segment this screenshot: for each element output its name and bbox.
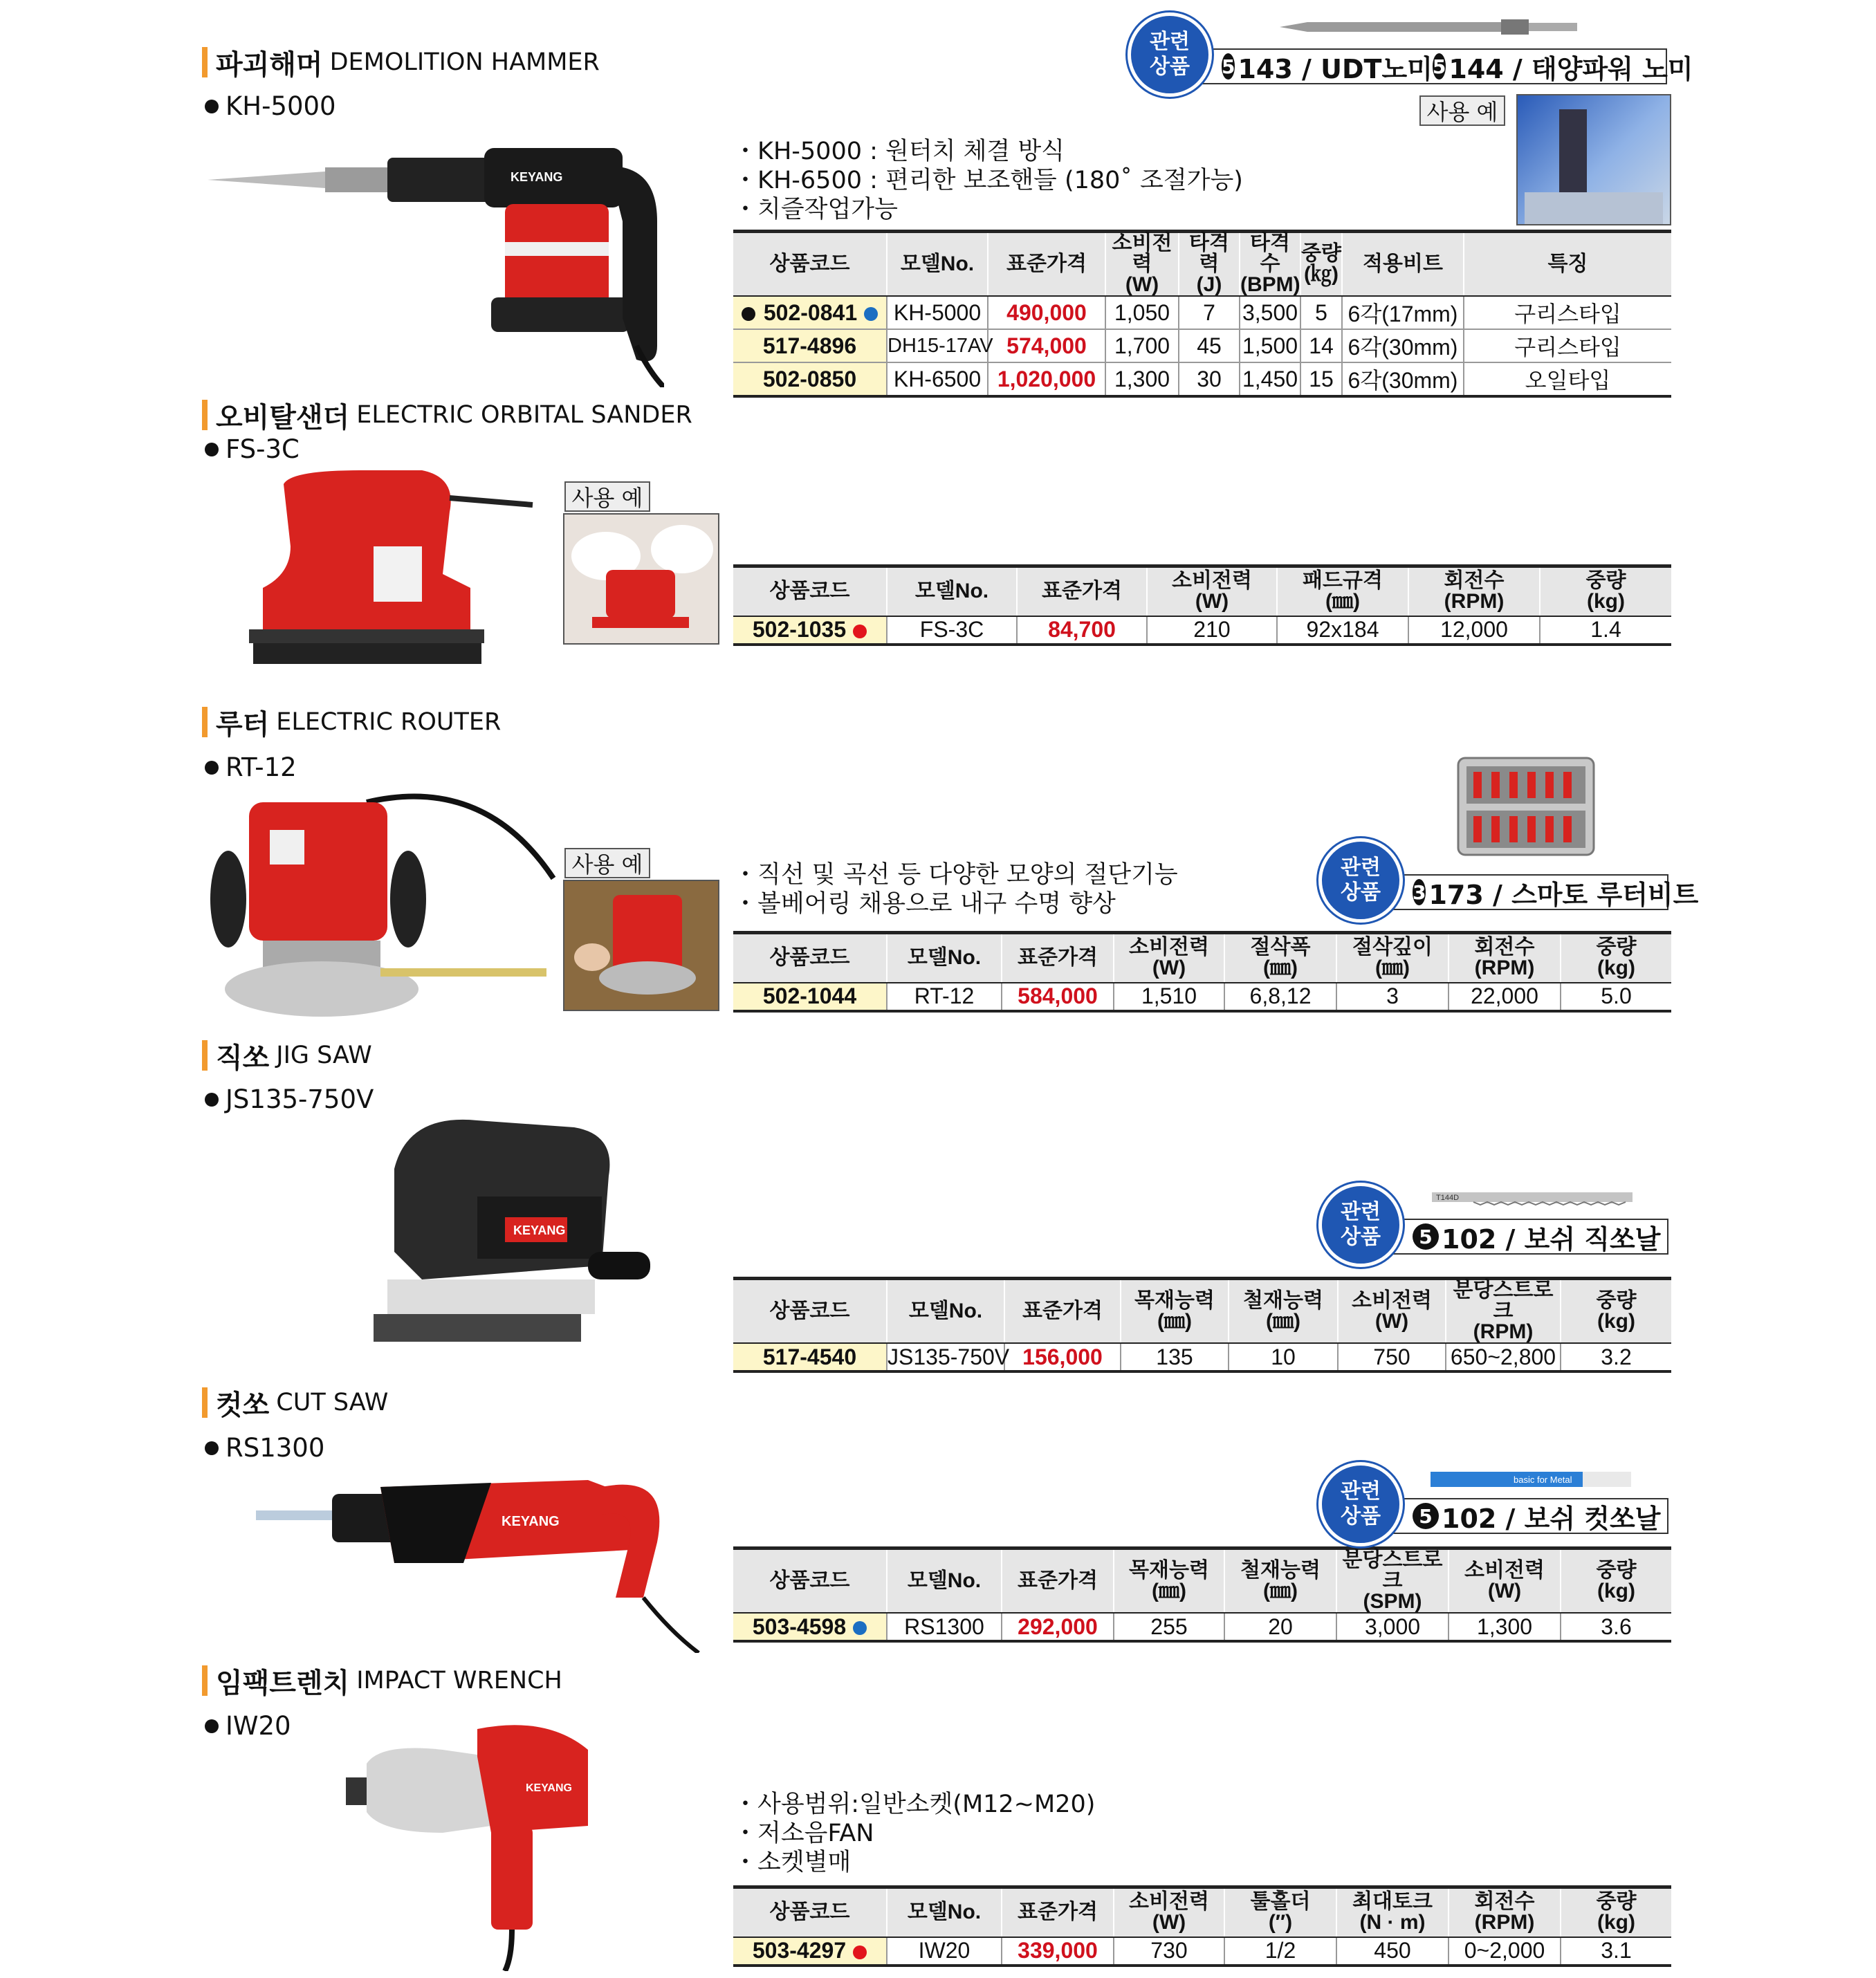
- column-header: 중량 (kg): [1540, 566, 1671, 616]
- table-cell: 517-4540: [733, 1343, 887, 1371]
- table-row[interactable]: [733, 1343, 1671, 1371]
- column-header: 소비전력 (W): [1449, 1549, 1561, 1614]
- router-image: [208, 775, 560, 1051]
- table-cell: 구리스타입: [1464, 329, 1671, 362]
- cutsaw-blade-image: [1431, 1469, 1638, 1490]
- table-cell: 5: [1300, 296, 1342, 329]
- table-cell: 292,000: [1002, 1613, 1114, 1641]
- table-cell: 7: [1179, 296, 1240, 329]
- table-cell: 210: [1147, 616, 1277, 645]
- blade-label: T144D: [1436, 1194, 1460, 1202]
- column-header: 상품코드: [733, 1549, 887, 1614]
- demolition-hammer-image: [208, 138, 664, 387]
- column-header: 표준가격: [1017, 566, 1147, 616]
- table-cell: 오일타입: [1464, 362, 1671, 396]
- column-header: 상품코드: [733, 1887, 887, 1937]
- table-cell: 502-0850: [733, 362, 887, 396]
- column-header: 모델No.: [887, 566, 1017, 616]
- use-example-photo: [1516, 94, 1671, 225]
- related-item[interactable]: 5 143 / UDT노미 5 144 / 태양파워 노미: [1194, 48, 1667, 84]
- model-label-cutsaw: RS1300: [205, 1433, 324, 1463]
- column-header: 소비전력 (W): [1114, 1887, 1224, 1937]
- table-cell: 750: [1338, 1343, 1446, 1371]
- table-cell: DH15-17AV: [887, 329, 988, 362]
- column-header: 상품코드: [733, 1279, 887, 1344]
- model-text: KH-5000: [226, 91, 336, 121]
- notes-hammer: ・ KH-5000 : 원터치 체결 방식 ・ KH-6500 : 편리한 보조핸들 (180˚ 조절가능) ・ 치즐작업가능: [733, 137, 1243, 224]
- table-cell: 3.1: [1561, 1937, 1671, 1966]
- table-cell: 6각(30mm): [1342, 329, 1464, 362]
- table-cell: 84,700: [1017, 616, 1147, 645]
- table-cell: 3,000: [1336, 1613, 1449, 1641]
- column-header: 소비전력 (W): [1114, 933, 1224, 983]
- column-header: 절삭폭 (㎜): [1224, 933, 1336, 983]
- brand-logo: KEYANG: [526, 1782, 572, 1794]
- column-header: 상품코드: [733, 933, 887, 983]
- table-cell: 1,300: [1105, 362, 1179, 396]
- table-cell: 255: [1114, 1613, 1224, 1641]
- model-label-router: RT-12: [205, 752, 297, 782]
- table-cell: 135: [1121, 1343, 1229, 1371]
- table-cell: 3,500: [1240, 296, 1300, 329]
- table-cell: 156,000: [1004, 1343, 1121, 1371]
- table-cell: 3.2: [1561, 1343, 1671, 1371]
- spec-table-router: [733, 931, 1671, 1013]
- column-header: 패드규격 (㎜): [1277, 566, 1408, 616]
- table-cell: 650~2,800: [1446, 1343, 1561, 1371]
- orbital-sander-image: [249, 470, 540, 678]
- jigsaw-blade-image: [1432, 1190, 1633, 1206]
- table-cell: 1/2: [1224, 1937, 1336, 1966]
- use-example-label: 사용 예: [1419, 95, 1505, 126]
- table-cell: 503-4297: [733, 1937, 887, 1966]
- column-header: 중량 (㎏): [1300, 232, 1342, 297]
- column-header: 툴홀더 (″): [1224, 1887, 1336, 1937]
- table-cell: 517-4896: [733, 329, 887, 362]
- related-badge: 관련 상품: [1128, 12, 1212, 97]
- column-header: 모델No.: [887, 1279, 1004, 1344]
- table-cell: 3: [1336, 983, 1449, 1011]
- column-header: 모델No.: [887, 1887, 1002, 1937]
- table-cell: 30: [1179, 362, 1240, 396]
- table-cell: RS1300: [887, 1613, 1002, 1641]
- model-label-sander: FS-3C: [205, 434, 300, 464]
- column-header: 특징: [1464, 232, 1671, 297]
- jig-saw-image: [367, 1113, 657, 1369]
- column-header: 표준가격: [1004, 1279, 1121, 1344]
- column-header: 표준가격: [988, 232, 1105, 297]
- table-cell: 1,020,000: [988, 362, 1105, 396]
- spec-table-wrench: [733, 1885, 1671, 1967]
- table-cell: 1,300: [1449, 1613, 1561, 1641]
- table-cell: 450: [1336, 1937, 1449, 1966]
- impact-wrench-image: [339, 1715, 602, 1971]
- table-cell: 339,000: [1002, 1937, 1114, 1966]
- column-header: 절삭깊이 (㎜): [1336, 933, 1449, 983]
- table-cell: 92x184: [1277, 616, 1408, 645]
- table-cell: KH-5000: [887, 296, 988, 329]
- column-header: 모델No.: [887, 232, 988, 297]
- table-cell: 1,700: [1105, 329, 1179, 362]
- table-cell: 1,500: [1240, 329, 1300, 362]
- column-header: 중량 (kg): [1561, 1279, 1671, 1344]
- table-cell: 15: [1300, 362, 1342, 396]
- use-example-photo: [563, 880, 719, 1011]
- table-row[interactable]: [733, 329, 1671, 362]
- table-cell: 490,000: [988, 296, 1105, 329]
- related-badge: 관련 상품: [1318, 1462, 1403, 1546]
- column-header: 모델No.: [887, 933, 1002, 983]
- model-label-hammer: [205, 91, 336, 121]
- table-cell: 구리스타입: [1464, 296, 1671, 329]
- column-header: 상품코드: [733, 232, 887, 297]
- table-cell: 0~2,000: [1449, 1937, 1561, 1966]
- spec-table-cutsaw: [733, 1546, 1671, 1643]
- status-dot-blue: [853, 1621, 867, 1635]
- section-title-hammer: [202, 47, 600, 81]
- table-row[interactable]: [733, 1613, 1671, 1641]
- chisel-bit-image: [1280, 17, 1584, 37]
- table-cell: 14: [1300, 329, 1342, 362]
- table-cell: 5.0: [1561, 983, 1671, 1011]
- status-dot-red: [853, 625, 867, 638]
- cut-saw-image: [256, 1459, 706, 1653]
- brand-logo: KEYANG: [502, 1514, 560, 1529]
- related-products-hammer: [1128, 12, 1693, 84]
- column-header: 중량 (kg): [1561, 1549, 1671, 1614]
- table-cell: 6각(30mm): [1342, 362, 1464, 396]
- table-row[interactable]: [733, 296, 1671, 329]
- related-badge: 관련 상품: [1318, 1183, 1403, 1267]
- table-cell: 10: [1229, 1343, 1338, 1371]
- table-cell: 1,510: [1114, 983, 1224, 1011]
- related-item[interactable]: 5 102 / 보쉬 컷쏘날: [1385, 1498, 1668, 1534]
- use-example-label: 사용 예: [564, 481, 650, 512]
- table-cell: 6각(17mm): [1342, 296, 1464, 329]
- column-header: 철재능력 (㎜): [1224, 1549, 1336, 1614]
- notes-router: ・ 직선 및 곡선 등 다양한 모양의 절단기능 ・ 볼베어링 채용으로 내구 수명 향상: [733, 860, 1178, 918]
- table-cell: JS135-750V: [887, 1343, 1004, 1371]
- table-cell: 730: [1114, 1937, 1224, 1966]
- related-badge: 관련 상품: [1318, 838, 1403, 923]
- table-cell: 574,000: [988, 329, 1105, 362]
- related-item[interactable]: 5 102 / 보쉬 직쏘날: [1385, 1219, 1668, 1255]
- title-ko: 파괴해머: [216, 48, 323, 81]
- column-header: 회전수 (RPM): [1449, 933, 1561, 983]
- column-header: 타격수 (BPM): [1240, 232, 1300, 296]
- column-header: 최대토크 (N · m): [1336, 1887, 1449, 1937]
- column-header: 상품코드: [733, 566, 887, 616]
- column-header: 회전수 (RPM): [1408, 566, 1540, 616]
- column-header: 표준가격: [1002, 1549, 1114, 1614]
- brand-logo: KEYANG: [513, 1223, 566, 1237]
- notes-wrench: ・ 사용범위:일반소켓(M12~M20) ・ 저소음FAN ・ 소켓별매: [733, 1790, 1095, 1877]
- table-row[interactable]: [733, 362, 1671, 396]
- table-cell: 502-1044: [733, 983, 887, 1011]
- spec-table-hammer: [733, 230, 1671, 398]
- table-row[interactable]: [733, 616, 1671, 645]
- brand-logo: KEYANG: [511, 170, 563, 184]
- table-row[interactable]: [733, 1937, 1671, 1966]
- column-header: 적용비트: [1342, 232, 1464, 297]
- column-header: 분당스트로크 (SPM): [1336, 1549, 1449, 1614]
- status-dot-red: [853, 1945, 867, 1959]
- spec-table-jigsaw: [733, 1277, 1671, 1373]
- table-cell: 503-4598: [733, 1613, 887, 1641]
- table-cell: 20: [1224, 1613, 1336, 1641]
- related-item[interactable]: 3 173 / 스마토 루터비트: [1385, 874, 1668, 910]
- bullet-dot: [205, 100, 219, 113]
- section-title-router: 루터 ELECTRIC ROUTER: [202, 707, 501, 737]
- section-title-sander: 오비탈샌더 ELECTRIC ORBITAL SANDER: [202, 400, 692, 430]
- section-title-cutsaw: 컷쏘 CUT SAW: [202, 1387, 388, 1418]
- table-cell: 502-0841: [733, 296, 887, 329]
- column-header: 타격력 (J): [1179, 232, 1240, 297]
- column-header: 표준가격: [1002, 933, 1114, 983]
- table-row[interactable]: [733, 983, 1671, 1011]
- column-header: 소비전력 (W): [1147, 566, 1277, 616]
- model-label-jigsaw: JS135-750V: [205, 1084, 374, 1114]
- bullet-dot: [742, 307, 755, 321]
- column-header: 소비전력 (W): [1338, 1279, 1446, 1344]
- column-header: 목재능력 (㎜): [1121, 1279, 1229, 1344]
- table-cell: FS-3C: [887, 616, 1017, 645]
- column-header: 표준가격: [1002, 1887, 1114, 1937]
- table-cell: 502-1035: [733, 616, 887, 645]
- spec-table-sander: [733, 564, 1671, 646]
- column-header: 중량 (kg): [1561, 1887, 1671, 1937]
- table-cell: 3.6: [1561, 1613, 1671, 1641]
- table-cell: 12,000: [1408, 616, 1540, 645]
- table-cell: 1.4: [1540, 616, 1671, 645]
- column-header: 회전수 (RPM): [1449, 1887, 1561, 1937]
- title-en: DEMOLITION HAMMER: [329, 48, 600, 76]
- table-cell: 584,000: [1002, 983, 1114, 1011]
- column-header: 모델No.: [887, 1549, 1002, 1614]
- status-dot-blue: [864, 307, 878, 321]
- table-cell: RT-12: [887, 983, 1002, 1011]
- column-header: 철재능력 (㎜): [1229, 1279, 1338, 1344]
- use-example-label: 사용 예: [564, 848, 650, 878]
- table-cell: KH-6500: [887, 362, 988, 396]
- column-header: 분당스트로크 (RPM): [1446, 1279, 1561, 1344]
- table-cell: 22,000: [1449, 983, 1561, 1011]
- table-cell: IW20: [887, 1937, 1002, 1966]
- column-header: 중량 (kg): [1561, 933, 1671, 983]
- use-example-photo: [563, 513, 719, 645]
- column-header: 소비전력 (W): [1105, 232, 1179, 297]
- column-header: 목재능력 (㎜): [1114, 1549, 1224, 1614]
- section-title-jigsaw: 직쏘 JIG SAW: [202, 1040, 372, 1071]
- table-cell: 6,8,12: [1224, 983, 1336, 1011]
- model-label-wrench: IW20: [205, 1711, 291, 1741]
- table-cell: 1,050: [1105, 296, 1179, 329]
- router-bit-set-image: [1457, 757, 1595, 860]
- blade-label: basic for Metal: [1514, 1475, 1572, 1485]
- table-cell: 1,450: [1240, 362, 1300, 396]
- table-cell: 45: [1179, 329, 1240, 362]
- section-title-wrench: 임팩트렌치 IMPACT WRENCH: [202, 1665, 562, 1696]
